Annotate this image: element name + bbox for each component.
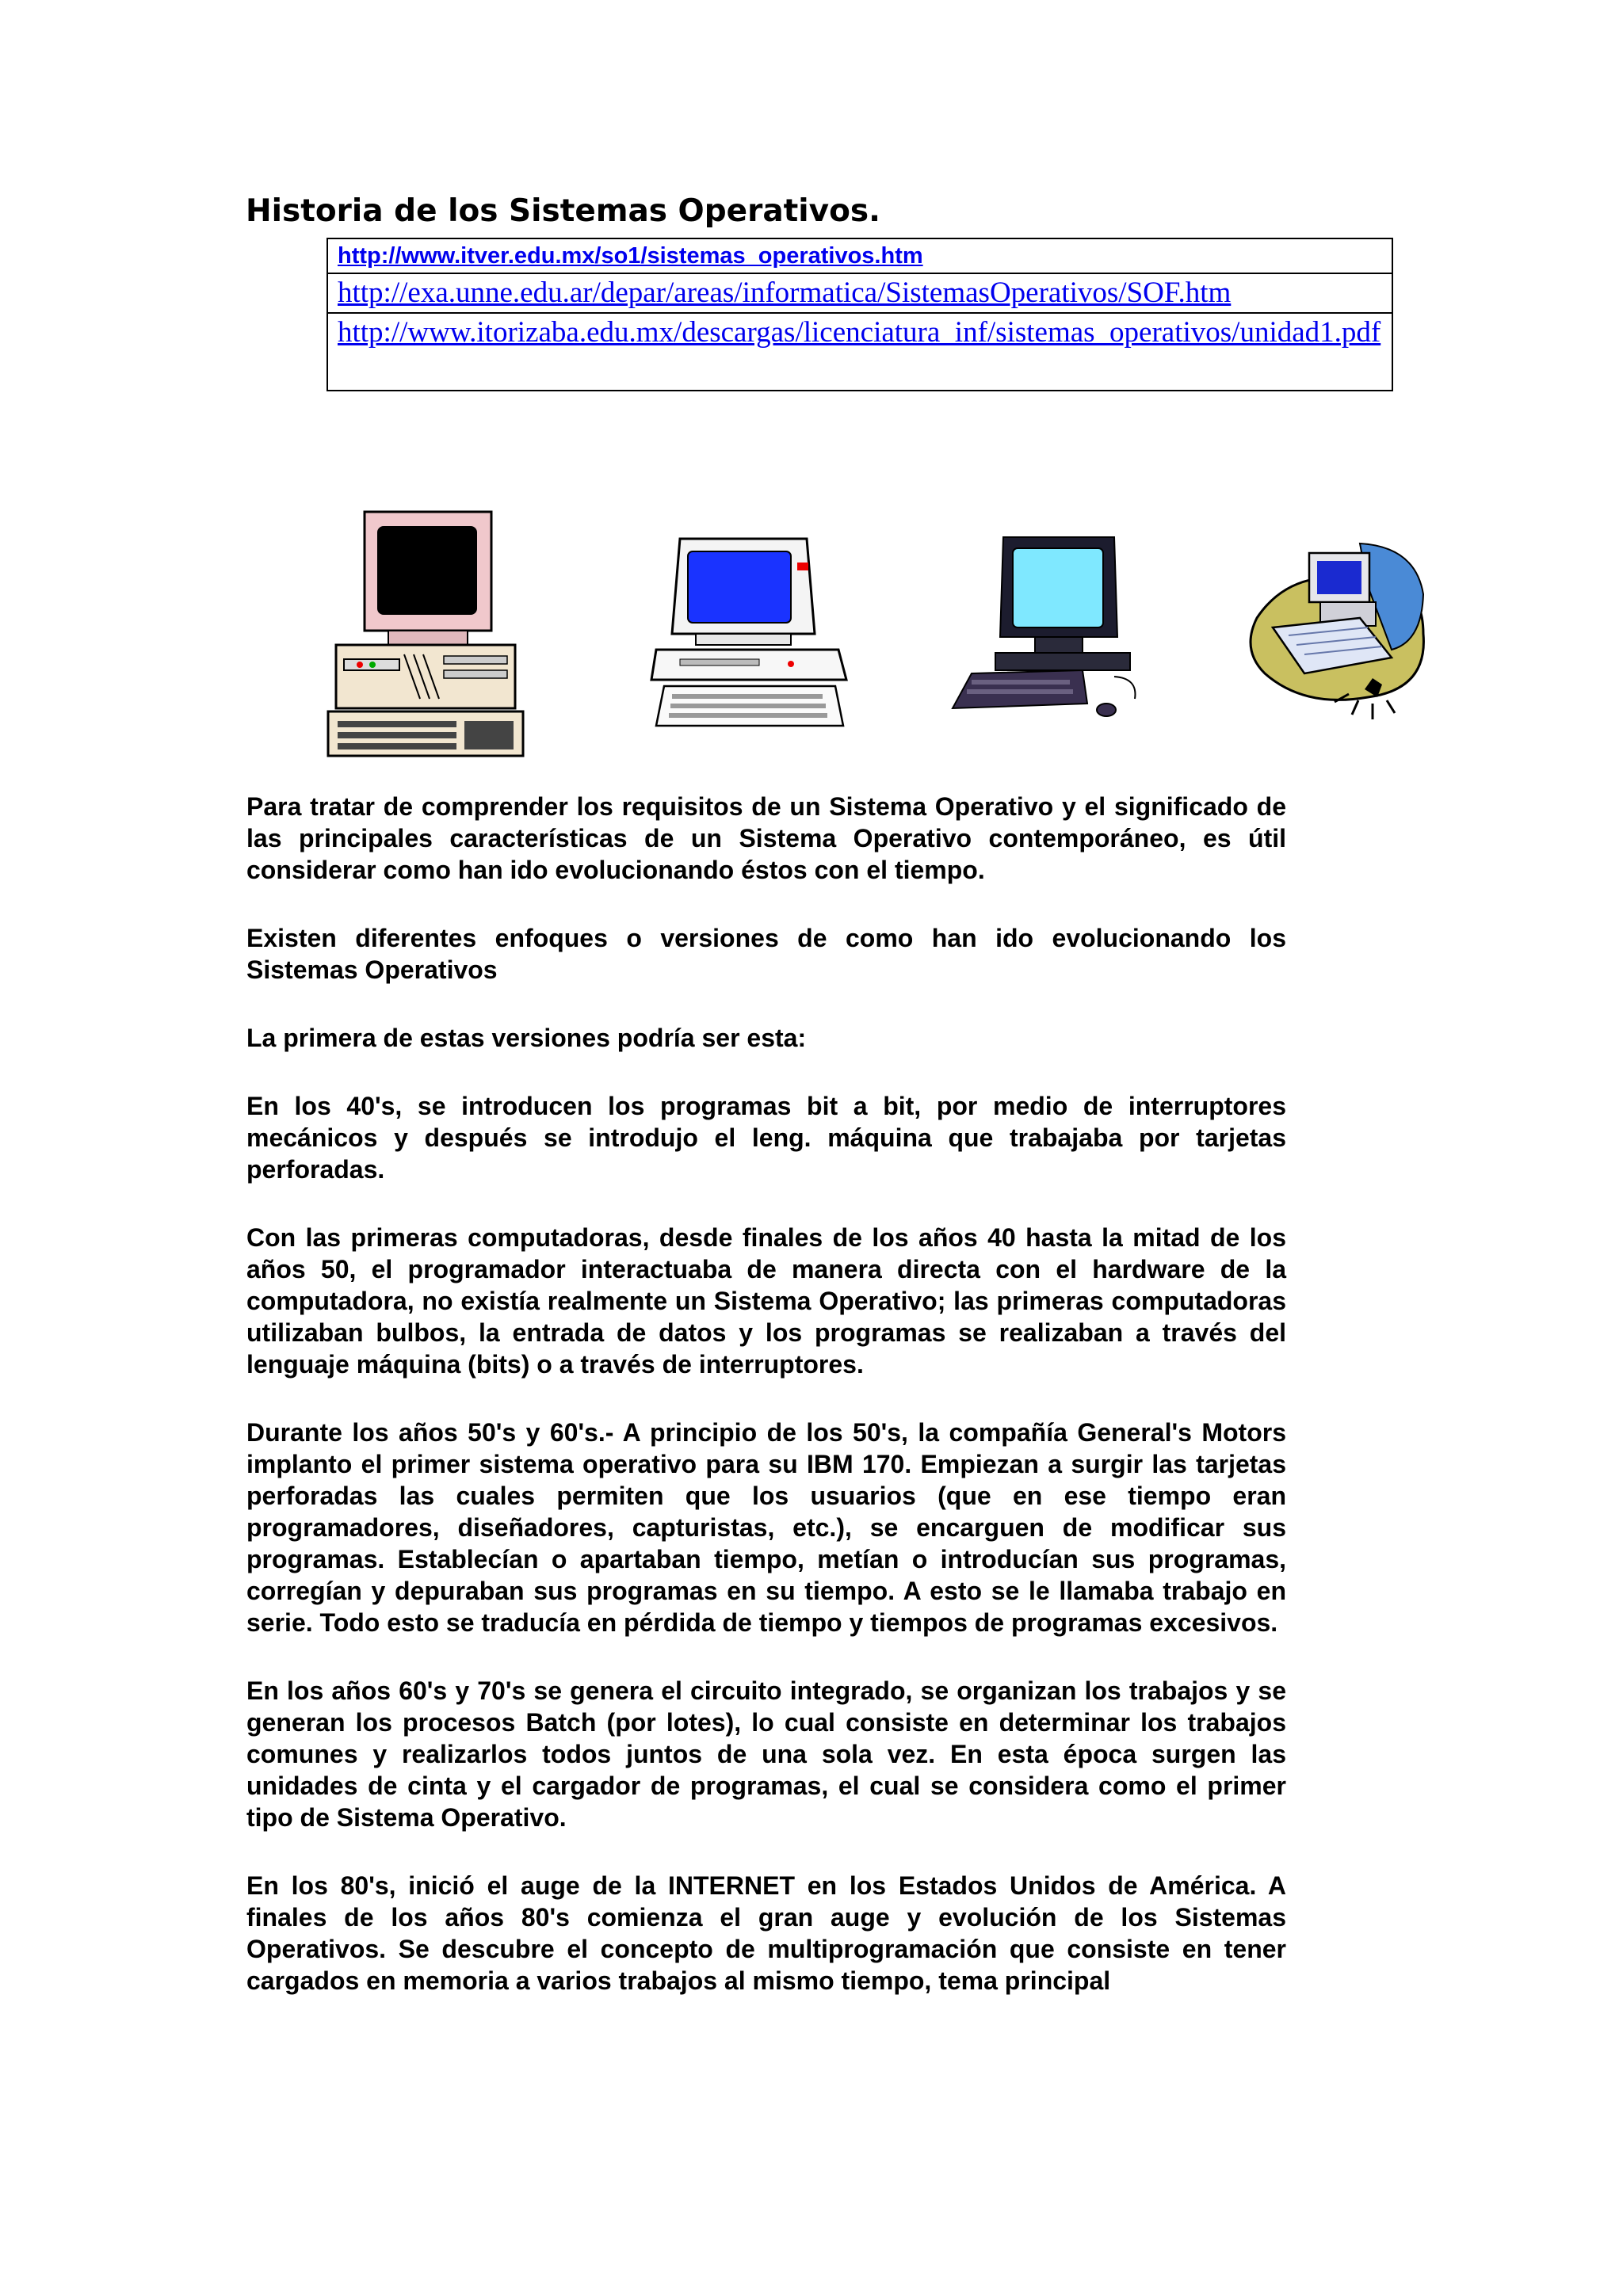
- paragraph: Con las primeras computadoras, desde finales de los años 40 hasta la mitad de los años 50, el programador interactuaba de manera directa con el hardware de la computadora, no existía realmente un Sistema Operativo; las primeras computadoras utilizaban bulbos, la entrada de datos y los programas se realizaban a través del lenguaje máquina (bits) o a través de interruptores.: [246, 1223, 1286, 1379]
- paragraph: La primera de estas versiones podría ser esta:: [246, 1024, 807, 1052]
- links-row: [327, 273, 1392, 313]
- links-row: [327, 313, 1392, 391]
- paragraph: Para tratar de comprender los requisitos de un Sistema Operativo y el significado de las principales características de un Sistema Operativo contemporáneo, es útil considerar como han ido evolucionando éstos con el tiempo.: [246, 792, 1286, 884]
- links-cell: [327, 238, 1392, 273]
- beige-desktop-computer-icon: [325, 509, 526, 759]
- link-itorizaba[interactable]: http://www.itorizaba.edu.mx/descargas/licenciatura_inf/sistemas_operativos/unidad1.pdf: [338, 316, 1381, 349]
- paragraph: Durante los años 50's y 60's.- A principio de los 50's, la compañía General's Motors implanto el primer sistema operativo para su IBM 170. Empiezan a surgir las tarjetas perforadas las cuales permiten que los usuarios (que en ese tiempo eran programadores, diseñadores, capturistas, etc.), se encarguen de modificar sus programas. Establecían o apartaban tiempo, metían o introducían sus programas, corregían y depuraban sus programas en su tiempo. A esto se le llamaba trabajo en serie. Todo esto se traducía en pérdida de tiempo y tiempos de programas excesivos.: [246, 1418, 1286, 1637]
- article-body: [246, 791, 1286, 2033]
- computer-clipart-icon: [1241, 539, 1433, 724]
- link-itver[interactable]: http://www.itver.edu.mx/so1/sistemas_operativos.htm: [338, 243, 923, 269]
- paragraph: En los 40's, se introducen los programas bit a bit, por medio de interruptores mecánicos y después se introdujo el leng. máquina que trabajaba por tarjetas perforadas.: [246, 1092, 1286, 1184]
- paragraph: Existen diferentes enfoques o versiones de como han ido evolucionando los Sistemas Operativos: [246, 924, 1286, 984]
- white-desktop-computer-icon: [648, 531, 856, 734]
- page-title: Historia de los Sistemas Operativos.: [246, 193, 880, 229]
- link-unne[interactable]: http://exa.unne.edu.ar/depar/areas/informatica/SistemasOperativos/SOF.htm: [338, 277, 1232, 309]
- paragraph: En los años 60's y 70's se genera el circuito integrado, se organizan los trabajos y se generan los procesos Batch (por lotes), lo cual consiste en determinar los trabajos comunes y realizarlos todos juntos de una sola vez. En esta época surgen las unidades de cinta y el cargador de programas, el cual se considera como el primer tipo de Sistema Operativo.: [246, 1676, 1286, 1832]
- links-table: [327, 238, 1393, 391]
- links-row: [327, 238, 1392, 273]
- links-cell: [327, 273, 1392, 313]
- computer-illustrations: [0, 0, 1623, 792]
- paragraph: En los 80's, inició el auge de la INTERNET en los Estados Unidos de América. A finales de los años 80's comienza el gran auge y evolución de los Sistemas Operativos. Se descubre el concepto de multiprogramación que consiste en tener cargados en memoria a varios trabajos al mismo tiempo, tema principal: [246, 1871, 1286, 1995]
- black-desktop-computer-icon: [948, 534, 1157, 718]
- links-cell: [327, 313, 1392, 391]
